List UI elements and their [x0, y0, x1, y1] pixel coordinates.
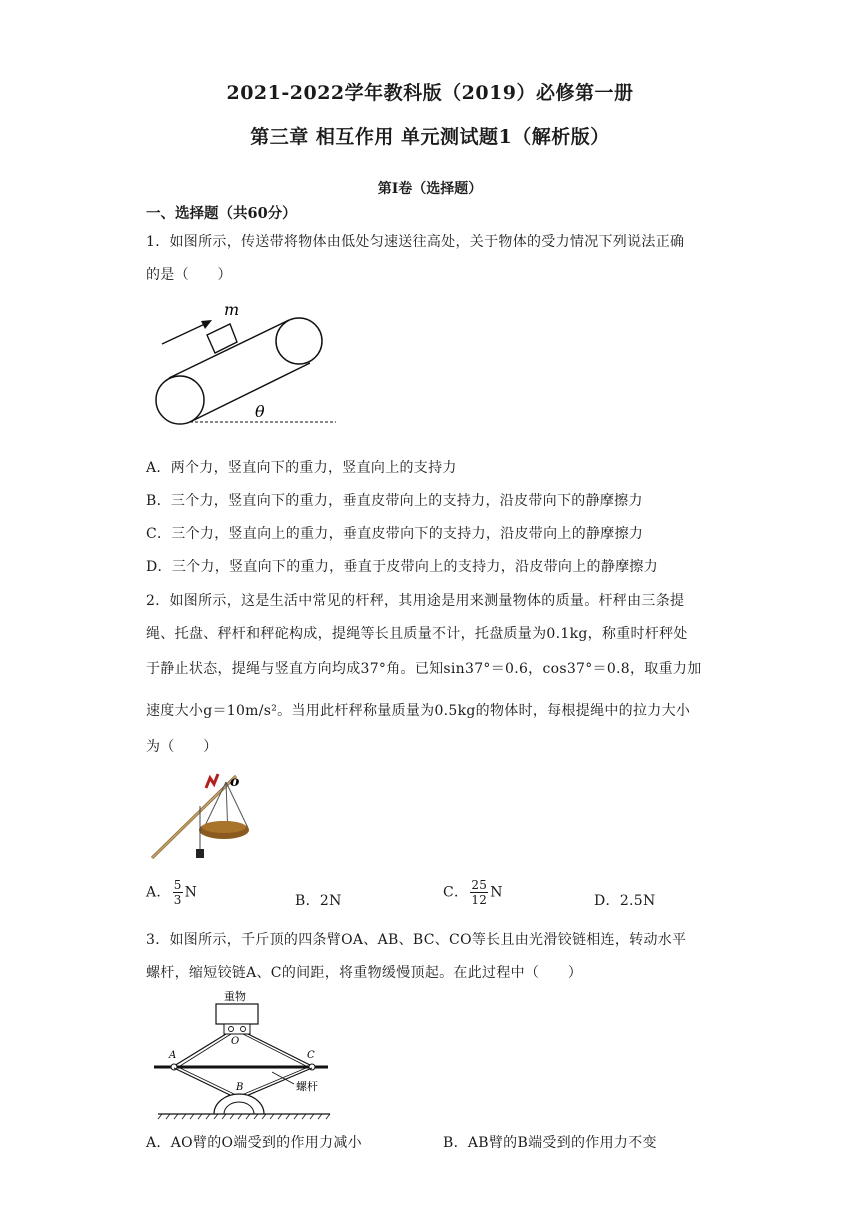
pivot-right	[241, 1027, 246, 1032]
q2-option-a-numerator: 5	[173, 878, 182, 892]
q2-option-c	[443, 878, 503, 907]
label-O: O	[231, 1036, 240, 1047]
label-m: m	[224, 300, 240, 319]
conveyor-belt-figure	[150, 296, 350, 432]
q1-option-c: C．三个力，竖直向上的重力，垂直皮带向下的支持力，沿皮带向上的静摩擦力	[146, 526, 644, 542]
q3-option-a: A．AO臂的O端受到的作用力减小	[146, 1135, 362, 1151]
arm-OA-edge	[180, 1034, 231, 1066]
top-bracket	[224, 1024, 250, 1034]
q2-option-b: B．2N	[295, 893, 342, 909]
hand-hook	[206, 774, 218, 788]
motion-arrow-shaft	[162, 323, 207, 344]
q2-stem-line2: 绳、托盘、秤杆和秤砣构成，提绳等长且质量不计，托盘质量为0.1kg，称重时杆秤处	[146, 626, 688, 642]
q1-stem-line1: 1．如图所示，传送带将物体由低处匀速送往高处，关于物体的受力情况下列说法正确	[146, 234, 685, 250]
section-heading: 一、选择题（共60分）	[146, 205, 297, 222]
q2-stem-line1: 2．如图所示，这是生活中常见的杆秤，其用途是用来测量物体的质量。杆秤由三条提	[146, 593, 685, 609]
q2-option-a-denominator: 3	[173, 893, 182, 907]
q2-option-a-unit: N	[184, 884, 198, 901]
ground-hatching	[158, 1114, 330, 1119]
q2-option-c-denominator: 12	[471, 893, 488, 907]
label-theta: θ	[255, 402, 265, 421]
q1-stem-line2: 的是（ ）	[146, 267, 232, 283]
arm-CO	[248, 1034, 312, 1066]
q2-option-c-prefix: C．	[443, 884, 469, 901]
screw-leader-line	[272, 1072, 294, 1084]
label-screw: 螺杆	[296, 1080, 318, 1093]
q1-option-b: B．三个力，竖直向下的重力，垂直皮带向上的支持力，沿皮带向下的静摩擦力	[146, 493, 643, 509]
arm-OA	[174, 1034, 226, 1066]
volume-heading: 第Ⅰ卷（选择题）	[377, 181, 483, 197]
belt-bottom	[190, 363, 310, 422]
label-A: A	[169, 1050, 177, 1061]
q2-option-a-prefix: A．	[146, 884, 171, 901]
upper-roller	[276, 318, 322, 364]
arm-AB	[174, 1068, 232, 1096]
q2-option-d: D．2.5N	[594, 893, 656, 909]
pivot-left	[229, 1027, 234, 1032]
label-C: C	[307, 1050, 315, 1061]
block-m	[207, 324, 237, 353]
q3-stem-line1: 3．如图所示，千斤顶的四条臂OA、AB、BC、CO等长且由光滑铰链相连，转动水平	[146, 932, 687, 948]
q3-stem-line2: 螺杆，缩短铰链A、C的间距，将重物缓慢顶起。在此过程中（ ）	[146, 965, 583, 981]
q2-option-a	[146, 878, 197, 907]
counterweight	[196, 849, 204, 858]
scale-pan-inner	[202, 821, 246, 833]
q2-stem-line4: 速度大小g＝10m/s²。当用此杆秤称量质量为0.5kg的物体时，每根提绳中的拉力大小	[146, 703, 691, 719]
q2-option-c-fraction	[470, 878, 488, 907]
label-weight: 重物	[224, 990, 246, 1003]
q2-option-a-fraction	[173, 878, 183, 907]
lower-roller	[156, 376, 204, 424]
q3-option-b: B．AB臂的B端受到的作用力不变	[443, 1135, 657, 1151]
arm-AB-edge	[180, 1068, 234, 1094]
q2-option-c-numerator: 25	[471, 878, 488, 892]
steelyard-figure	[148, 770, 260, 862]
q1-option-d: D．三个力，竖直向下的重力，垂直于皮带向上的支持力，沿皮带向上的静摩擦力	[146, 559, 659, 575]
car-jack-figure	[152, 986, 336, 1120]
weight-block	[216, 1004, 258, 1024]
q2-option-c-unit: N	[490, 884, 503, 901]
document-title-line2: 第三章 相互作用 单元测试题1（解析版）	[250, 126, 610, 148]
label-o: o	[230, 774, 240, 790]
label-B: B	[236, 1082, 244, 1093]
q2-stem-line5: 为（ ）	[146, 739, 218, 755]
document-title-line1: 2021-2022学年教科版（2019）必修第一册	[226, 82, 634, 104]
q2-stem-line3: 于静止状态，提绳与竖直方向均成37°角。已知sin37°＝0.6，cos37°＝0.8，取重力加	[146, 661, 702, 677]
arm-CO-edge	[243, 1034, 306, 1066]
q1-option-a: A．两个力，竖直向下的重力，竖直向上的支持力	[146, 460, 457, 476]
